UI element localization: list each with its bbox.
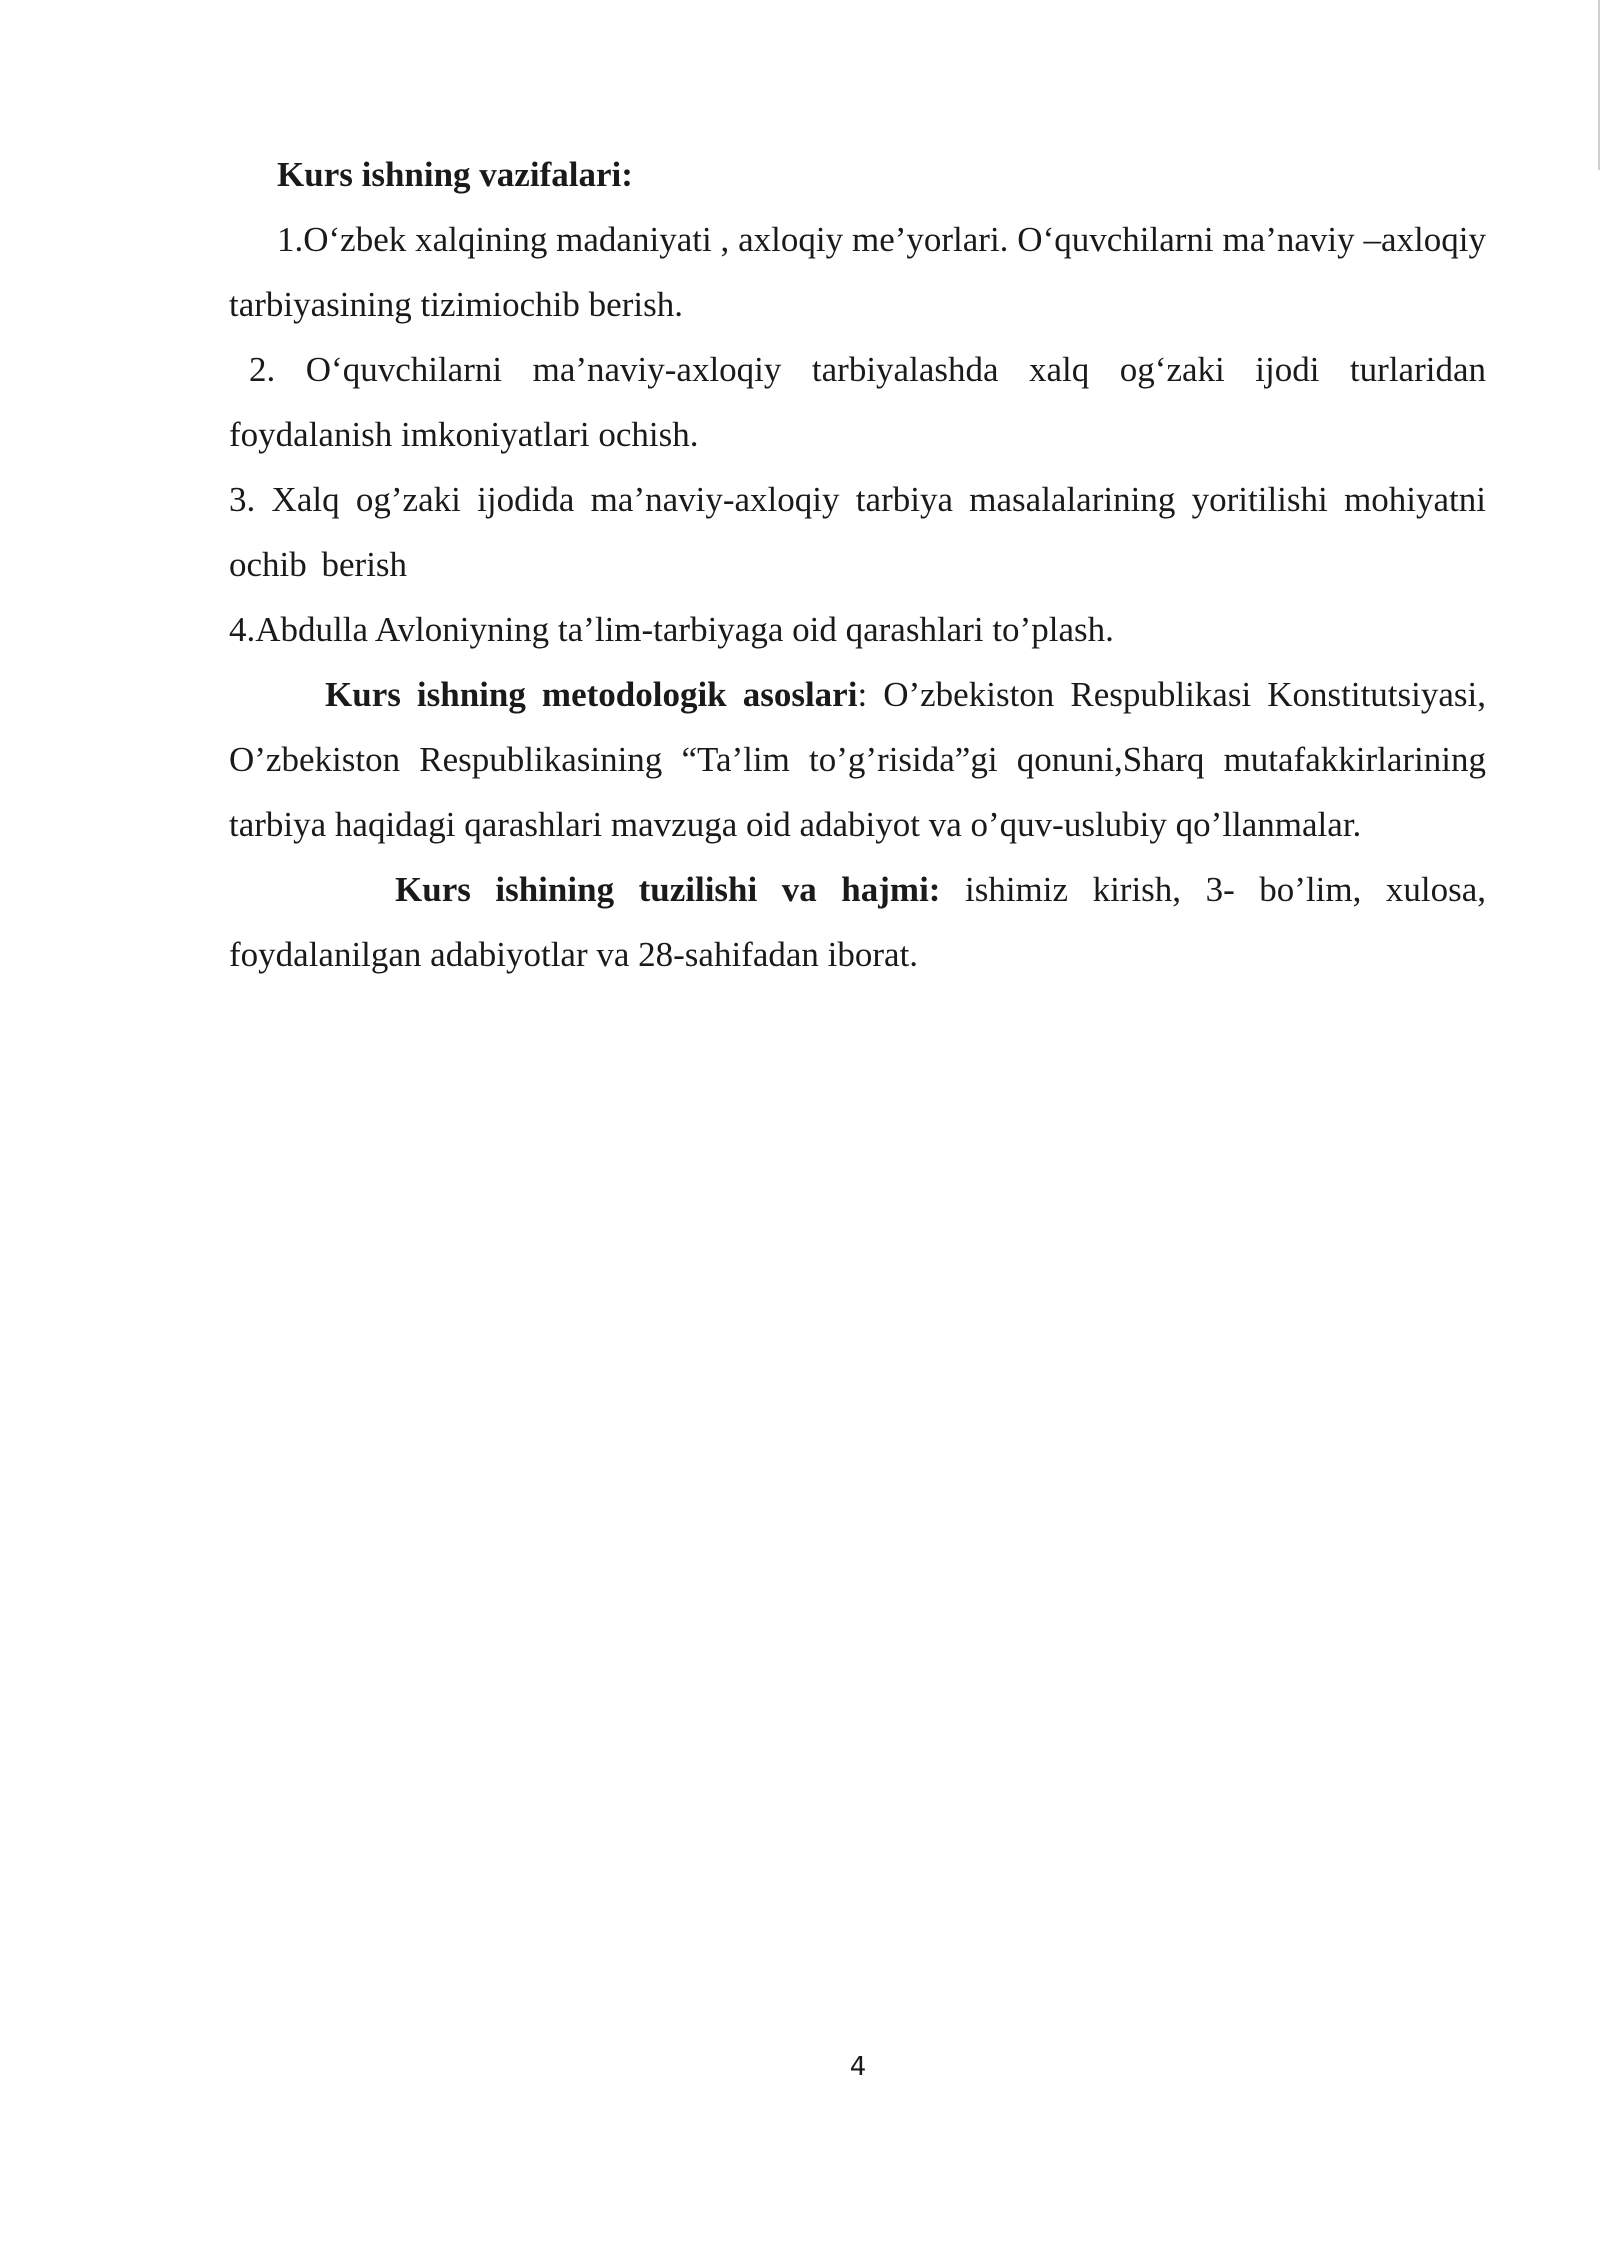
structure-paragraph [229,857,1486,987]
task-item-1: 1.O‘zbek xalqining madaniyati , axloqiy me’yorlari. O‘quvchilarni ma’naviy –axloqiy tarbiyasining tizimiochib berish. [229,220,1486,324]
structure-text: ishimiz kirish, 3- bo’lim, xulosa, foydalanilgan adabiyotlar va 28-sahifadan iborat. [229,870,1486,974]
page-number: 4 [849,2052,867,2082]
task-item-2: 2. O‘quvchilarni ma’naviy-axloqiy tarbiyalashda xalq og‘zaki ijodi turlaridan foydalanish imkoniyatlari ochish. [229,350,1486,454]
task-item-4: 4.Abdulla Avloniyning ta’lim-tarbiyaga oid qarashlari to’plash. [229,610,1114,649]
tasks-heading: Kurs ishning vazifalari: [277,155,633,194]
page-content [229,142,1486,987]
methodology-text: : O’zbekiston Respublikasi Konstitutsiyasi, O’zbekiston Respublikasining “Ta’lim to’g’risida”gi qonuni,Sharq mutafakkirlarining tarbiya haqidagi qarashlari mavzuga oid adabiyot va o’quv-uslubiy qo’llanmalar. [229,675,1486,844]
task-item-3: 3. Xalq og’zaki ijodida ma’naviy-axloqiy tarbiya masalalarining yoritilishi mohiyatni ochib berish [229,480,1486,584]
methodology-label: Kurs ishning metodologik asoslari [325,675,858,714]
structure-label: Kurs ishining tuzilishi va hajmi: [395,870,941,909]
methodology-paragraph [229,662,1486,857]
